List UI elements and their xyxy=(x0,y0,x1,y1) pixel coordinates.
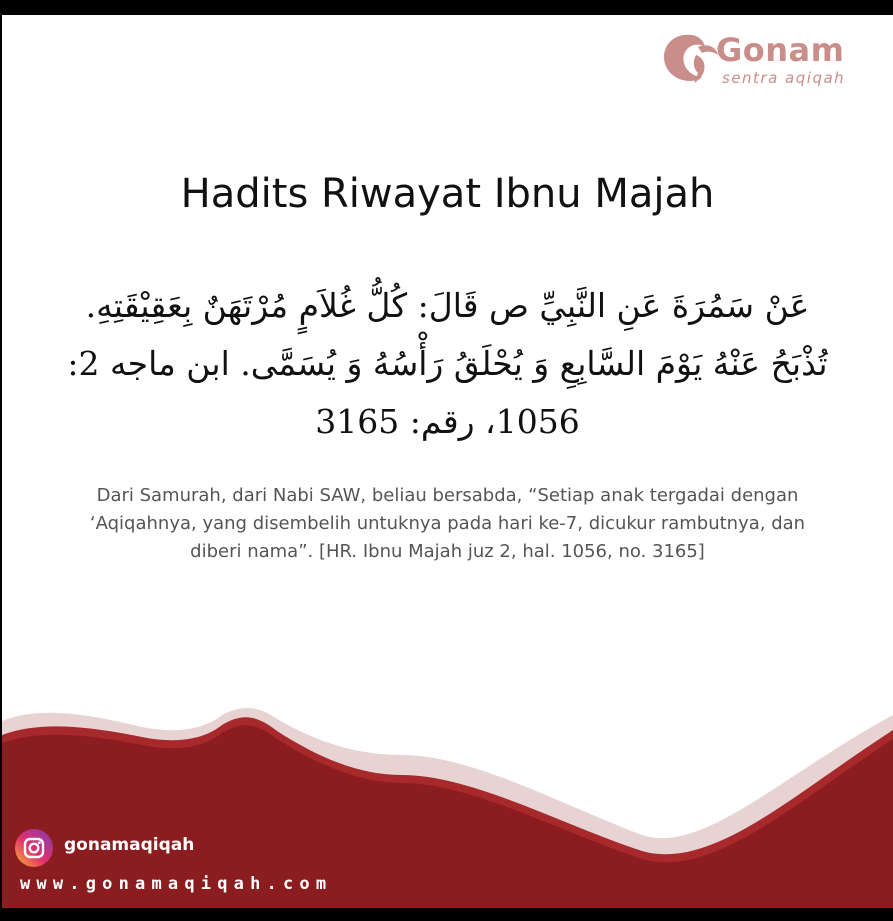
brand-name: Gonam xyxy=(716,31,845,69)
hadith-translation: Dari Samurah, dari Nabi SAW, beliau bersabda, “Setiap anak tergadai dengan ‘Aqiqahnya, yang disembelih untuknya pada hari ke-7, dicukur rambutnya, dan diberi nama”. [HR. Ibnu Majah juz 2, hal. 1056, no. 3165] xyxy=(89,485,806,562)
page-title: Hadits Riwayat Ibnu Majah xyxy=(180,171,715,217)
hadith-arabic-text: عَنْ سَمُرَةَ عَنِ النَّبِيِّ ص قَالَ: كُلُّ غُلاَمٍ مُرْتَهَنٌ بِعَقِيْقَتِهِ. تُذْبَحُ عَنْهُ يَوْمَ السَّابِعِ وَ يُحْلَقُ رَأْسُهُ وَ يُسَمَّى. ابن ماجه 2: 1056، رقم: 3165 xyxy=(67,286,828,441)
brand-tagline: sentra aqiqah xyxy=(722,69,846,87)
poster-card xyxy=(2,15,893,908)
instagram-icon[interactable] xyxy=(15,829,53,867)
website-link[interactable]: www.gonamaqiqah.com xyxy=(20,874,333,894)
instagram-handle[interactable]: gonamaqiqah xyxy=(64,835,195,855)
footer-wave xyxy=(2,15,893,908)
